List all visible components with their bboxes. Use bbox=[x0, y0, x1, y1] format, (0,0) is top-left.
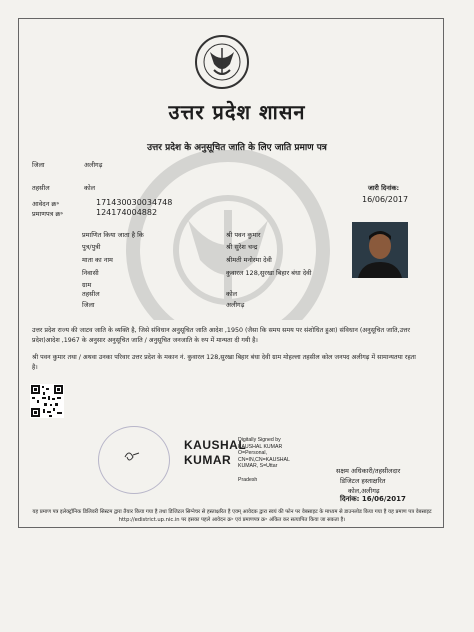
person-photo-icon bbox=[352, 222, 408, 278]
detail-value: श्री सुरेश चन्द्र bbox=[226, 243, 258, 251]
district-label: जिला bbox=[32, 161, 45, 169]
qr-code-icon bbox=[30, 384, 64, 418]
digital-signature-line: O=Personal, bbox=[238, 450, 267, 456]
signature-scribble-icon bbox=[99, 427, 169, 493]
digital-signature-line: CN=IN,CN=KAUSHAL bbox=[238, 456, 290, 463]
authority-subtitle: डिजिटल हस्ताक्षरित bbox=[340, 477, 386, 485]
residence-statement: श्री पवन कुमार तथा / अथवा उनका परिवार उत्तर प्रदेश के मकान नं. कुवारल 128,सुरखा बिहार बंधा देवी ग्राम मोहल्ला तहसील कोल जनपद अलीगढ़ में सामान्यतया रहता है। bbox=[32, 354, 416, 371]
detail-label: प्रमाणित किया जाता है कि bbox=[82, 231, 144, 239]
signed-date: दिनांक: 16/06/2017 bbox=[340, 495, 406, 503]
signer-name-line1: KAUSHAL bbox=[184, 438, 247, 452]
applicant-photo bbox=[352, 222, 408, 278]
certificate-subtitle: उत्तर प्रदेश के अनुसूचित जाति के लिए जाति प्रमाण पत्र bbox=[147, 143, 327, 153]
detail-label: निवासी bbox=[82, 269, 99, 277]
detail-label: तहसील bbox=[82, 290, 100, 298]
detail-value: कुवारल 128,सुरखा बिहार बंधा देवी bbox=[226, 269, 312, 277]
detail-value: अलीगढ़ bbox=[226, 301, 245, 309]
detail-label: जिला bbox=[82, 301, 95, 309]
digital-signature-line: KAUSHAL KUMAR bbox=[238, 443, 283, 450]
district-value: अलीगढ़ bbox=[84, 161, 103, 169]
tehsil-value: कोल bbox=[84, 184, 96, 192]
authority-location: कोल,अलीगढ़ bbox=[348, 487, 380, 495]
digital-signature-line: Digitally Signed by bbox=[238, 437, 281, 443]
digital-signature-line: KUMAR, S=Uttar bbox=[238, 463, 278, 469]
signer-name-line2: KUMAR bbox=[184, 453, 232, 467]
certificate-number-value: 124174004882 bbox=[96, 208, 158, 217]
detail-label: पुत्र/पुत्री bbox=[82, 243, 101, 251]
issue-date-value: 16/06/2017 bbox=[362, 195, 409, 204]
tehsil-label: तहसील bbox=[32, 184, 50, 192]
authority-title: सक्षम अधिकारी/तहसीलदार bbox=[336, 467, 401, 475]
detail-label: ग्राम bbox=[82, 281, 92, 289]
detail-value: श्री पवन कुमार bbox=[226, 231, 261, 239]
up-emblem-icon bbox=[192, 34, 252, 90]
detail-label: माता का नाम bbox=[82, 256, 113, 264]
certificate-title: उत्तर प्रदेश शासन bbox=[168, 100, 306, 124]
digital-signature-block bbox=[238, 437, 290, 483]
application-number-value: 171430030034748 bbox=[96, 198, 173, 207]
detail-value: श्रीमती मनोरमा देवी bbox=[226, 256, 272, 264]
official-seal-stamp bbox=[98, 426, 170, 494]
application-number-label: आवेदन क्र॰ bbox=[32, 200, 60, 208]
caste-statement: उत्तर प्रदेश राज्य की जाटव जाति के व्यक्ति है, जिसे संविधान अनुसूचित जाति आदेश ,1950 (जैसा कि समय समय पर संशोधित हुआ) संविधान (अनुसूचित जाति,उत्तर प्रदेश)आदेश ,1967 के अनुसार अनुसूचित जाति / अनुसूचित जनजाति के रुप में मान्यता दी गयी है। bbox=[32, 327, 410, 344]
issue-date-label: जारी दिनांक: bbox=[368, 184, 400, 192]
detail-value: कोल bbox=[226, 290, 238, 298]
digital-signature-line: Pradesh bbox=[238, 476, 258, 483]
verification-footer: यह प्रमाण पत्र इलेक्ट्रॉनिक डिलिवरी सिस्टम द्वारा तैयार किया गया है तथा डिजिटल सिग्नेचर से हस्ताक्षरित है एवम् आवेदक द्वारा स्वयं की फोन पर वेबसाइट के माध्यम से डाउनलोड किया गया है यह प्रमाण पत्र वेबसाइट http://edistrict.up.nic.in पर इसका पहले आवेदन क्र॰ एवं प्रमाणपत्र क्र॰ अंकित कर सत्यापित किया जा सकता है। bbox=[32, 509, 432, 523]
certificate-number-label: प्रमाणपत्र क्र॰ bbox=[32, 210, 64, 218]
